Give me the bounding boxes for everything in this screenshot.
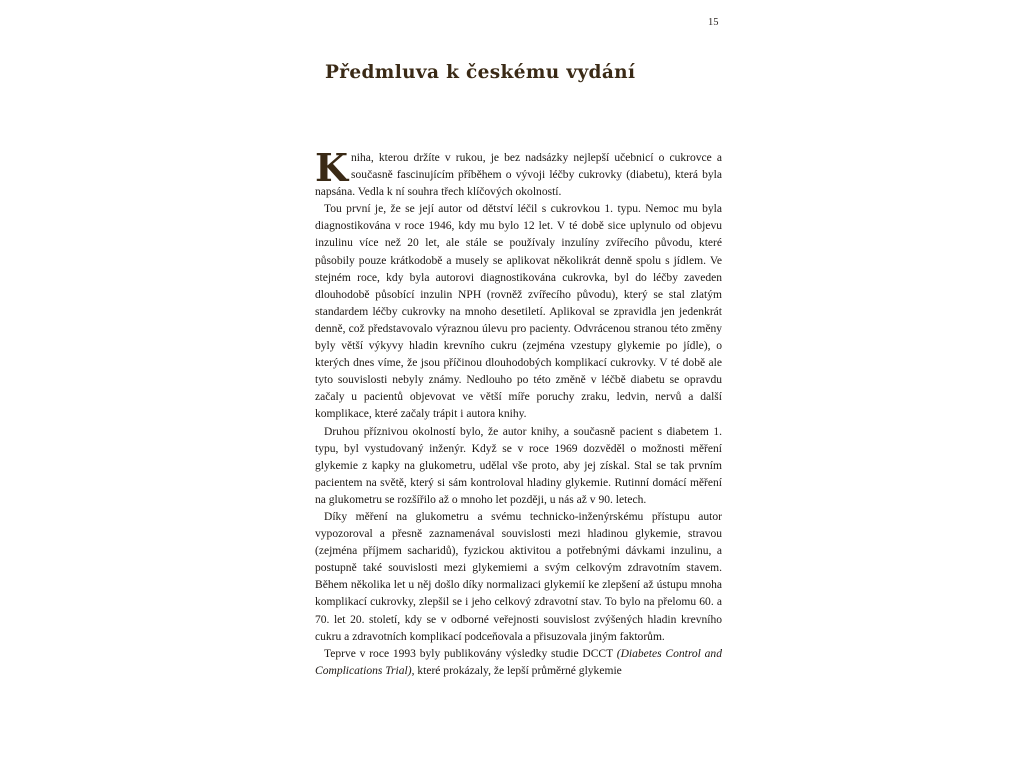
paragraph-4: Díky měření na glukometru a svému technicko-inženýrskému přístupu autor vypozoroval a přesně zaznamenával souvislosti mezi hladinou glykemie, stravou (zejména příjmem sacharidů), fyzickou aktivitou a potřebnými dávkami inzulinu, a postupně také souvislosti mezi glykemiemi a svým celkovým zdravotním stavem. Během několika let u něj došlo díky normalizaci glykemií ke zlepšení až ústupu mnoha komplikací cukrovky, zlepšil se i jeho celkový zdravotní stav. To bylo na přelomu 60. a 70. let 20. století, kdy se v odborné veřejnosti souvislost zvýšených hladin krevního cukru a zdravotních komplikací podceňovala a přisuzovala jiným faktorům.: [315, 510, 722, 643]
chapter-title: Předmluva k českému vydání: [325, 62, 636, 83]
paragraph-5: [315, 646, 722, 680]
paragraph-3: Druhou příznivou okolností bylo, že autor knihy, a současně pacient s diabetem 1. typu, byl vystudovaný inženýr. Když se v roce 1969 dozvěděl o možnosti měření glykemie z kapky na glukometru, udělal vše proto, aby jej získal. Stal se tak prvním pacientem na světě, který si sám kontroloval hladiny glykemie. Rutinní domácí měření na glukometru se rozšířilo až o mnoho let později, u nás až v 90. letech.: [315, 425, 722, 506]
drop-cap: K: [315, 145, 349, 190]
body-text: [315, 145, 722, 680]
paragraph-5-text-before: Teprve v roce 1993 byly publikovány výsledky studie DCCT: [324, 647, 617, 660]
paragraph-2: Tou první je, že se její autor od dětství léčil s cukrovkou 1. typu. Nemoc mu byla diagnostikována v roce 1946, kdy mu bylo 12 let. V té době sice uplynulo od objevu inzulinu více než 20 let, ale stále se používaly inzulíny zvířecího původu, které působily pouze krátkodobě a musely se aplikovat několikrát denně spolu s jídlem. Ve stejném roce, kdy byla autorovi diagnostikována cukrovka, byl do léčby zaveden dlouhodobě působící inzulin NPH (rovněž zvířecího původu), který se stal zlatým standardem léčby cukrovky na mnoho desetiletí. Aplikoval se zpravidla jen jedenkrát denně, což představovalo výraznou úlevu pro pacienty. Odvrácenou stranou této změny byly větší výkyvy hladin krevního cukru (zejména vzestupy glykemie po jídle), o kterých dnes víme, že jsou příčinou dlouhodobých komplikací cukrovky. V té době ale tyto souvislosti nebyly známy. Nedlouho po této změně v léčbě diabetu se opravdu začaly u pacientů objevovat ve větší míře poruchy zraku, ledvin, nervů a další komplikace, které začaly trápit i autora knihy.: [315, 203, 722, 421]
page-number: 15: [708, 17, 719, 28]
paragraph-1: [315, 145, 722, 201]
paragraph-1-text: niha, kterou držíte v rukou, je bez nadsázky nejlepší učebnicí o cukrovce a současně fascinujícím příběhem o vývoji léčby cukrovky (diabetu), která byla napsána. Vedla k ní souhra třech klíčových okolností.: [315, 152, 722, 199]
paragraph-5-text-after: , které prokázaly, že lepší průměrné glykemie: [411, 664, 622, 677]
paragraph-5-italic-title: (Diabetes Control and Complications Trial): [315, 647, 722, 677]
